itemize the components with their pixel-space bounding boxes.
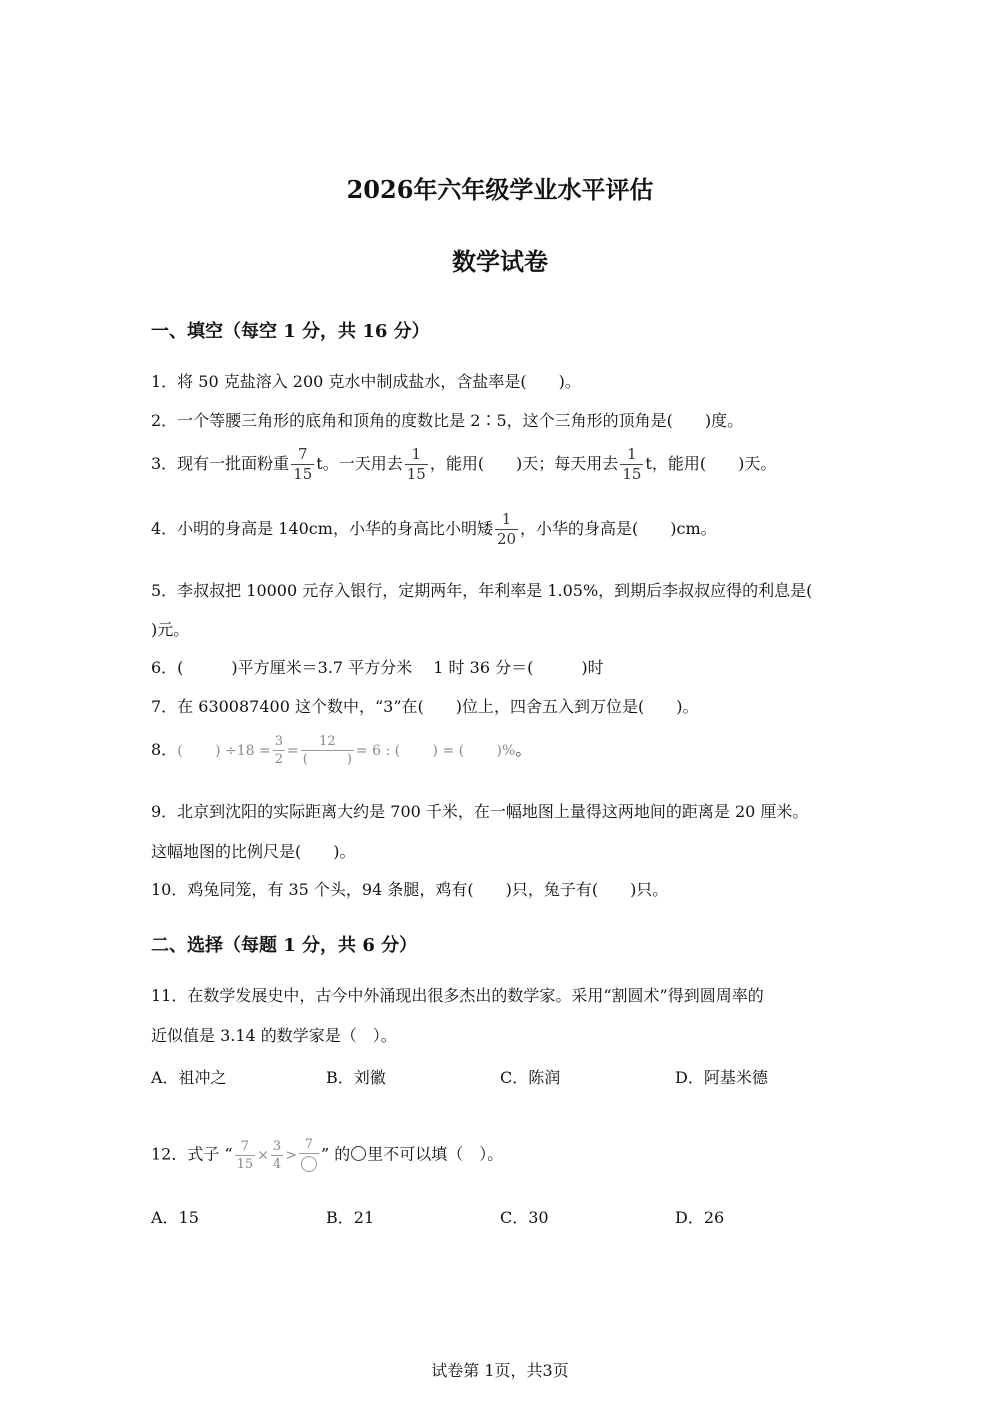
exam-title: 2026年六年级学业水平评估 — [346, 175, 654, 204]
fraction: $\frac{1}{20}$ — [496, 510, 517, 548]
question-8 — [151, 735, 531, 766]
q12-option-d: D．26 — [675, 1208, 725, 1227]
fraction: $\frac{3}{2}$ — [274, 734, 284, 767]
q12-option-a: A．15 — [151, 1208, 199, 1227]
q8-end: 。 — [515, 740, 532, 759]
question-10: 10．鸡兔同笼，有 35 个头，94 条腿，鸡有( )只，兔子有( )只。 — [151, 880, 669, 899]
q3-text-d: t，能用( )天。 — [645, 454, 777, 473]
question-1: 1．将 50 克盐溶入 200 克水中制成盐水，含盐率是( )。 — [151, 372, 581, 391]
q12-option-b: B．21 — [326, 1208, 375, 1227]
q8-part-1: ( ) ÷18 = — [177, 743, 271, 759]
q12-text-c: 里不可以填（ ）。 — [367, 1144, 504, 1164]
question-6: 6．( )平方厘米＝3.7 平方分米 1 时 36 分＝( )时 — [151, 658, 604, 677]
q3-text-a: 3．现有一批面粉重 — [151, 454, 290, 473]
section-2-heading: 二、选择（每题 1 分，共 6 分） — [151, 935, 418, 956]
q12-times: × — [257, 1147, 269, 1164]
question-7: 7．在 630087400 这个数中，“3”在( )位上，四舍五入到万位是( )。 — [151, 697, 699, 716]
fraction: $\frac{7}{15}$ — [293, 445, 313, 483]
question-5-line-2: )元。 — [151, 620, 190, 639]
q3-text-c: ，能用( )天；每天用去 — [429, 454, 619, 473]
circle-placeholder-icon — [301, 1156, 317, 1172]
q4-text-b: ，小华的身高是( )cm。 — [520, 519, 717, 538]
q8-part-2: = 6 : ( ) = ( )% — [355, 743, 516, 759]
question-9-line-1: 9．北京到沈阳的实际距离大约是 700 千米，在一幅地图上量得这两地间的距离是 20 厘米。 — [151, 802, 809, 821]
q12-text-b: ” 的 — [320, 1144, 351, 1164]
q11-option-d: D．阿基米德 — [675, 1068, 768, 1087]
question-12 — [151, 1138, 503, 1172]
question-2: 2．一个等腰三角形的底角和顶角的度数比是 2∶5，这个三角形的顶角是( )度。 — [151, 411, 744, 430]
q12-text-a: 12．式子 “ — [151, 1144, 233, 1164]
q12-option-c: C．30 — [500, 1208, 549, 1227]
exam-subtitle: 数学试卷 — [452, 247, 548, 276]
question-11-line-1: 11．在数学发展史中，古今中外涌现出很多杰出的数学家。采用“割圆术”得到圆周率的 — [151, 986, 764, 1005]
fraction: $\frac{1}{15}$ — [406, 445, 426, 483]
q11-option-b: B．刘徽 — [326, 1068, 386, 1087]
fraction: $\frac{7}{15}$ — [236, 1138, 254, 1172]
fraction: $\frac{1}{15}$ — [622, 445, 642, 483]
question-9-line-2: 这幅地图的比例尺是( )。 — [151, 842, 356, 861]
question-11-line-2: 近似值是 3.14 的数学家是（ ）。 — [151, 1026, 397, 1045]
fraction: $\frac{12}{( )}$ — [302, 734, 352, 767]
q8-equals: = — [287, 743, 299, 759]
page-footer: 试卷第 1页，共3页 — [431, 1361, 569, 1380]
question-4 — [151, 512, 717, 547]
q12-greater: > — [285, 1147, 297, 1164]
q3-text-b: t。一天用去 — [316, 454, 403, 473]
question-3 — [151, 447, 776, 482]
q4-text-a: 4．小明的身高是 140cm，小华的身高比小明矮 — [151, 519, 493, 538]
q11-option-c: C．陈润 — [500, 1068, 561, 1087]
q11-option-a: A．祖冲之 — [151, 1068, 227, 1087]
section-1-heading: 一、填空（每空 1 分，共 16 分） — [151, 321, 430, 342]
fraction: 7 — [299, 1138, 319, 1172]
q8-number: 8． — [151, 740, 178, 759]
fraction: $\frac{3}{4}$ — [272, 1138, 282, 1172]
circle-icon — [351, 1146, 366, 1161]
question-5-line-1: 5．李叔叔把 10000 元存入银行，定期两年，年利率是 1.05%，到期后李叔叔应得的利息是( — [151, 581, 813, 600]
